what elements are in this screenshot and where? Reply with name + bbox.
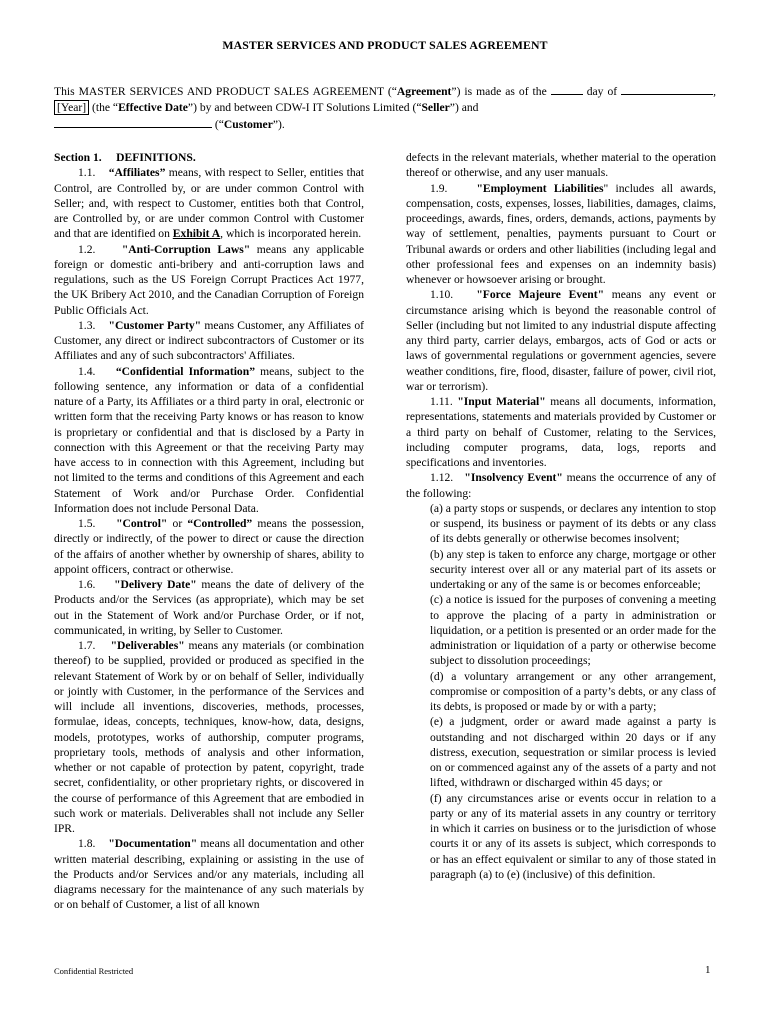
document-title: MASTER SERVICES AND PRODUCT SALES AGREEMENT xyxy=(222,38,548,52)
page-number: 1 xyxy=(705,964,711,976)
term-seller: Seller xyxy=(421,101,450,114)
year-placeholder: [Year] xyxy=(54,100,89,115)
intro-text: (“ xyxy=(212,118,224,131)
definition-1-10: 1.10. "Force Majeure Event" means any event or circumstance arising which is beyond the reasonable control of Seller (including but not limited to any industrial dispute affecting any third party, carrier delays, embargos, acts of God or acts or laws of governmental regulations or government agencies, severe weather conditions, fire, flood, disaster, failure of power, civil riot, war or terrorism). xyxy=(406,288,716,393)
right-column xyxy=(406,150,716,882)
definition-1-6: 1.6. "Delivery Date" means the date of delivery of the Products and/or the Services (as appropriate), which may be set out in the Statement of Work and/or Purchase Order, or if not, communicated, in writing, by Seller to Customer. xyxy=(54,578,364,637)
definition-1-3: 1.3. "Customer Party" means Customer, any Affiliates of Customer, any direct or indirect subcontractors of Customer or its Affiliates and any of such subcontractors' Affiliates. xyxy=(54,318,364,363)
definition-1-2: 1.2. "Anti-Corruption Laws" means any applicable foreign or domestic anti-bribery and anti-corruption laws and regulations, such as the US Foreign Corrupt Practices Act 1977, the UK Bribery Act 2010, and the Canadian Corruption of Foreign Public Officials Act. xyxy=(54,242,364,317)
list-item: (a) a party stops or suspends, or declares any intention to stop or suspend, its business or payment of its debts or any class of its debts generally or otherwise becomes insolvent; xyxy=(430,501,716,546)
definition-1-5: 1.5. "Control" or “Controlled” means the possession, directly or indirectly, of the power to direct or cause the direction of the affairs of another whether by ownership of shares, ability to appoint officers, contract or otherwise. xyxy=(54,517,364,576)
intro-text: This MASTER SERVICES AND PRODUCT SALES AGREEMENT (“ xyxy=(54,85,397,98)
list-item: (f) any circumstances arise or events occur in relation to a party or any of its material assets in any country or territory in which it carries on business or to the jurisdiction of whose courts it or any of its assets is subject, which corresponds to or has an effect equivalent or similar to any of those stated in paragraph (a) to (e) (inclusive) of this definition. xyxy=(430,791,716,881)
month-blank xyxy=(621,83,713,95)
day-blank xyxy=(551,83,583,95)
list-item: (e) a judgment, order or award made against a party is outstanding and not discharged within 20 days or if any distress, execution, sequestration or similar process is levied on or commenced against any of the assets of a party and not lifted, withdrawn or discharged within 45 days; or xyxy=(430,715,716,790)
term-effective-date: Effective Date xyxy=(118,101,188,114)
definition-1-8: 1.8. "Documentation" means all documentation and other written material describing, explaining or assisting in the use of the Products and/or Services and/or any materials, including all diagrams necessary for the maintenance of any such materials by or on behalf of Customer, a list of all known xyxy=(54,837,364,912)
intro-paragraph xyxy=(54,83,716,133)
intro-text: , xyxy=(713,85,717,98)
definition-1-12: 1.12. "Insolvency Event" means the occurrence of any of the following: xyxy=(406,471,716,500)
intro-text: ”) is made as of the xyxy=(451,85,551,98)
intro-text: (the “ xyxy=(89,101,119,114)
list-item: (d) a voluntary arrangement or any other arrangement, compromise or composition of a party’s debts, or any class of its debts, is proposed or made by or with a party; xyxy=(430,669,716,713)
exhibit-a-reference: Exhibit A xyxy=(172,227,221,241)
definition-1-11: 1.11. "Input Material" means all documents, information, representations, statements and materials provided by Customer or a third party on behalf of Customer, relating to the Services, including computer programs, data, logs, reports and specifications and inventories. xyxy=(406,395,716,469)
intro-text: ”). xyxy=(272,118,285,131)
section-heading: Section 1. DEFINITIONS. xyxy=(54,151,196,164)
list-item: (c) a notice is issued for the purposes of convening a meeting to approve the placing of a party in administration or liquidation, or a petition is presented or an order made for the administration or liquidation of a party or otherwise become subject to dissolution proceedings; xyxy=(430,593,716,668)
definition-1-1: 1.1. “Affiliates” means, with respect to Seller, entities that Control, are Controlled by, or are under common Control with Seller; and, with respect to Customer, entities both that Control, are Controlled by, or are under common Control with Customer and that are identified on Exhibit A, which is incorporated herein. xyxy=(54,166,364,241)
definition-1-9: 1.9. "Employment Liabilities" includes all awards, compensation, costs, expenses, losses, liabilities, damages, claims, proceedings, awards, fines, orders, demands, actions, payments by way of settlement, penalties, payments pursuant to Court or Tribunal awards or orders and other liabilities (including legal and other professional fees and expenses on an indemnity basis) whenever or howsoever arising or brought. xyxy=(406,181,717,286)
definition-1-4: 1.4. “Confidential Information” means, subject to the following sentence, any information or data of a confidential nature of a Party, its Affiliates or a third party in oral, electronic or written form that the receiving Party knows or has reason to know is proprietary or confidential and that is disclosed by a Party in connection with this Agreement or that the receiving Party may have access to in connection with this Agreement, including but not limited to the terms and conditions of this Agreement and each Statement of Work and/or Purchase Order. Confidential Information does not include Personal Data. xyxy=(54,364,364,515)
customer-name-blank xyxy=(54,116,212,128)
intro-text: ”) by and between CDW-I IT Solutions Limited (“ xyxy=(187,101,422,114)
left-column xyxy=(54,150,364,913)
list-item: (b) any step is taken to enforce any charge, mortgage or other security interest over all or any material part of its assets or undertaking or any of the same is or becomes enforceable; xyxy=(430,547,716,591)
intro-text: day of xyxy=(582,85,622,98)
confidentiality-footer: Confidential Restricted xyxy=(54,966,134,976)
term-agreement: Agreement xyxy=(396,85,452,98)
term-customer: Customer xyxy=(223,118,273,131)
definition-1-7: 1.7. "Deliverables" means any materials (or combination thereof) to be supplied, provided or produced as specified in the relevant Statement of Work by or on behalf of Seller, individually or jointly with Customer, in the performance of the Services and will include all inventions, discoveries, methods, processes, formulae, ideas, concepts, techniques, know-how, data, designs, models, prototypes, works of authorship, computer programs, proprietary tools, methods of analysis and other information, whether or not capable of protection by patent, copyright, trade secret, confidentiality, or other proprietary rights, or discovered in the course of performance of this Agreement that are embodied in such work or materials. Deliverables shall not include any Seller IPR. xyxy=(54,639,364,835)
definition-1-8-continued: defects in the relevant materials, whether material to the operation thereof or otherwise, and any user manuals. xyxy=(406,151,716,180)
intro-text: ”) and xyxy=(449,101,479,114)
